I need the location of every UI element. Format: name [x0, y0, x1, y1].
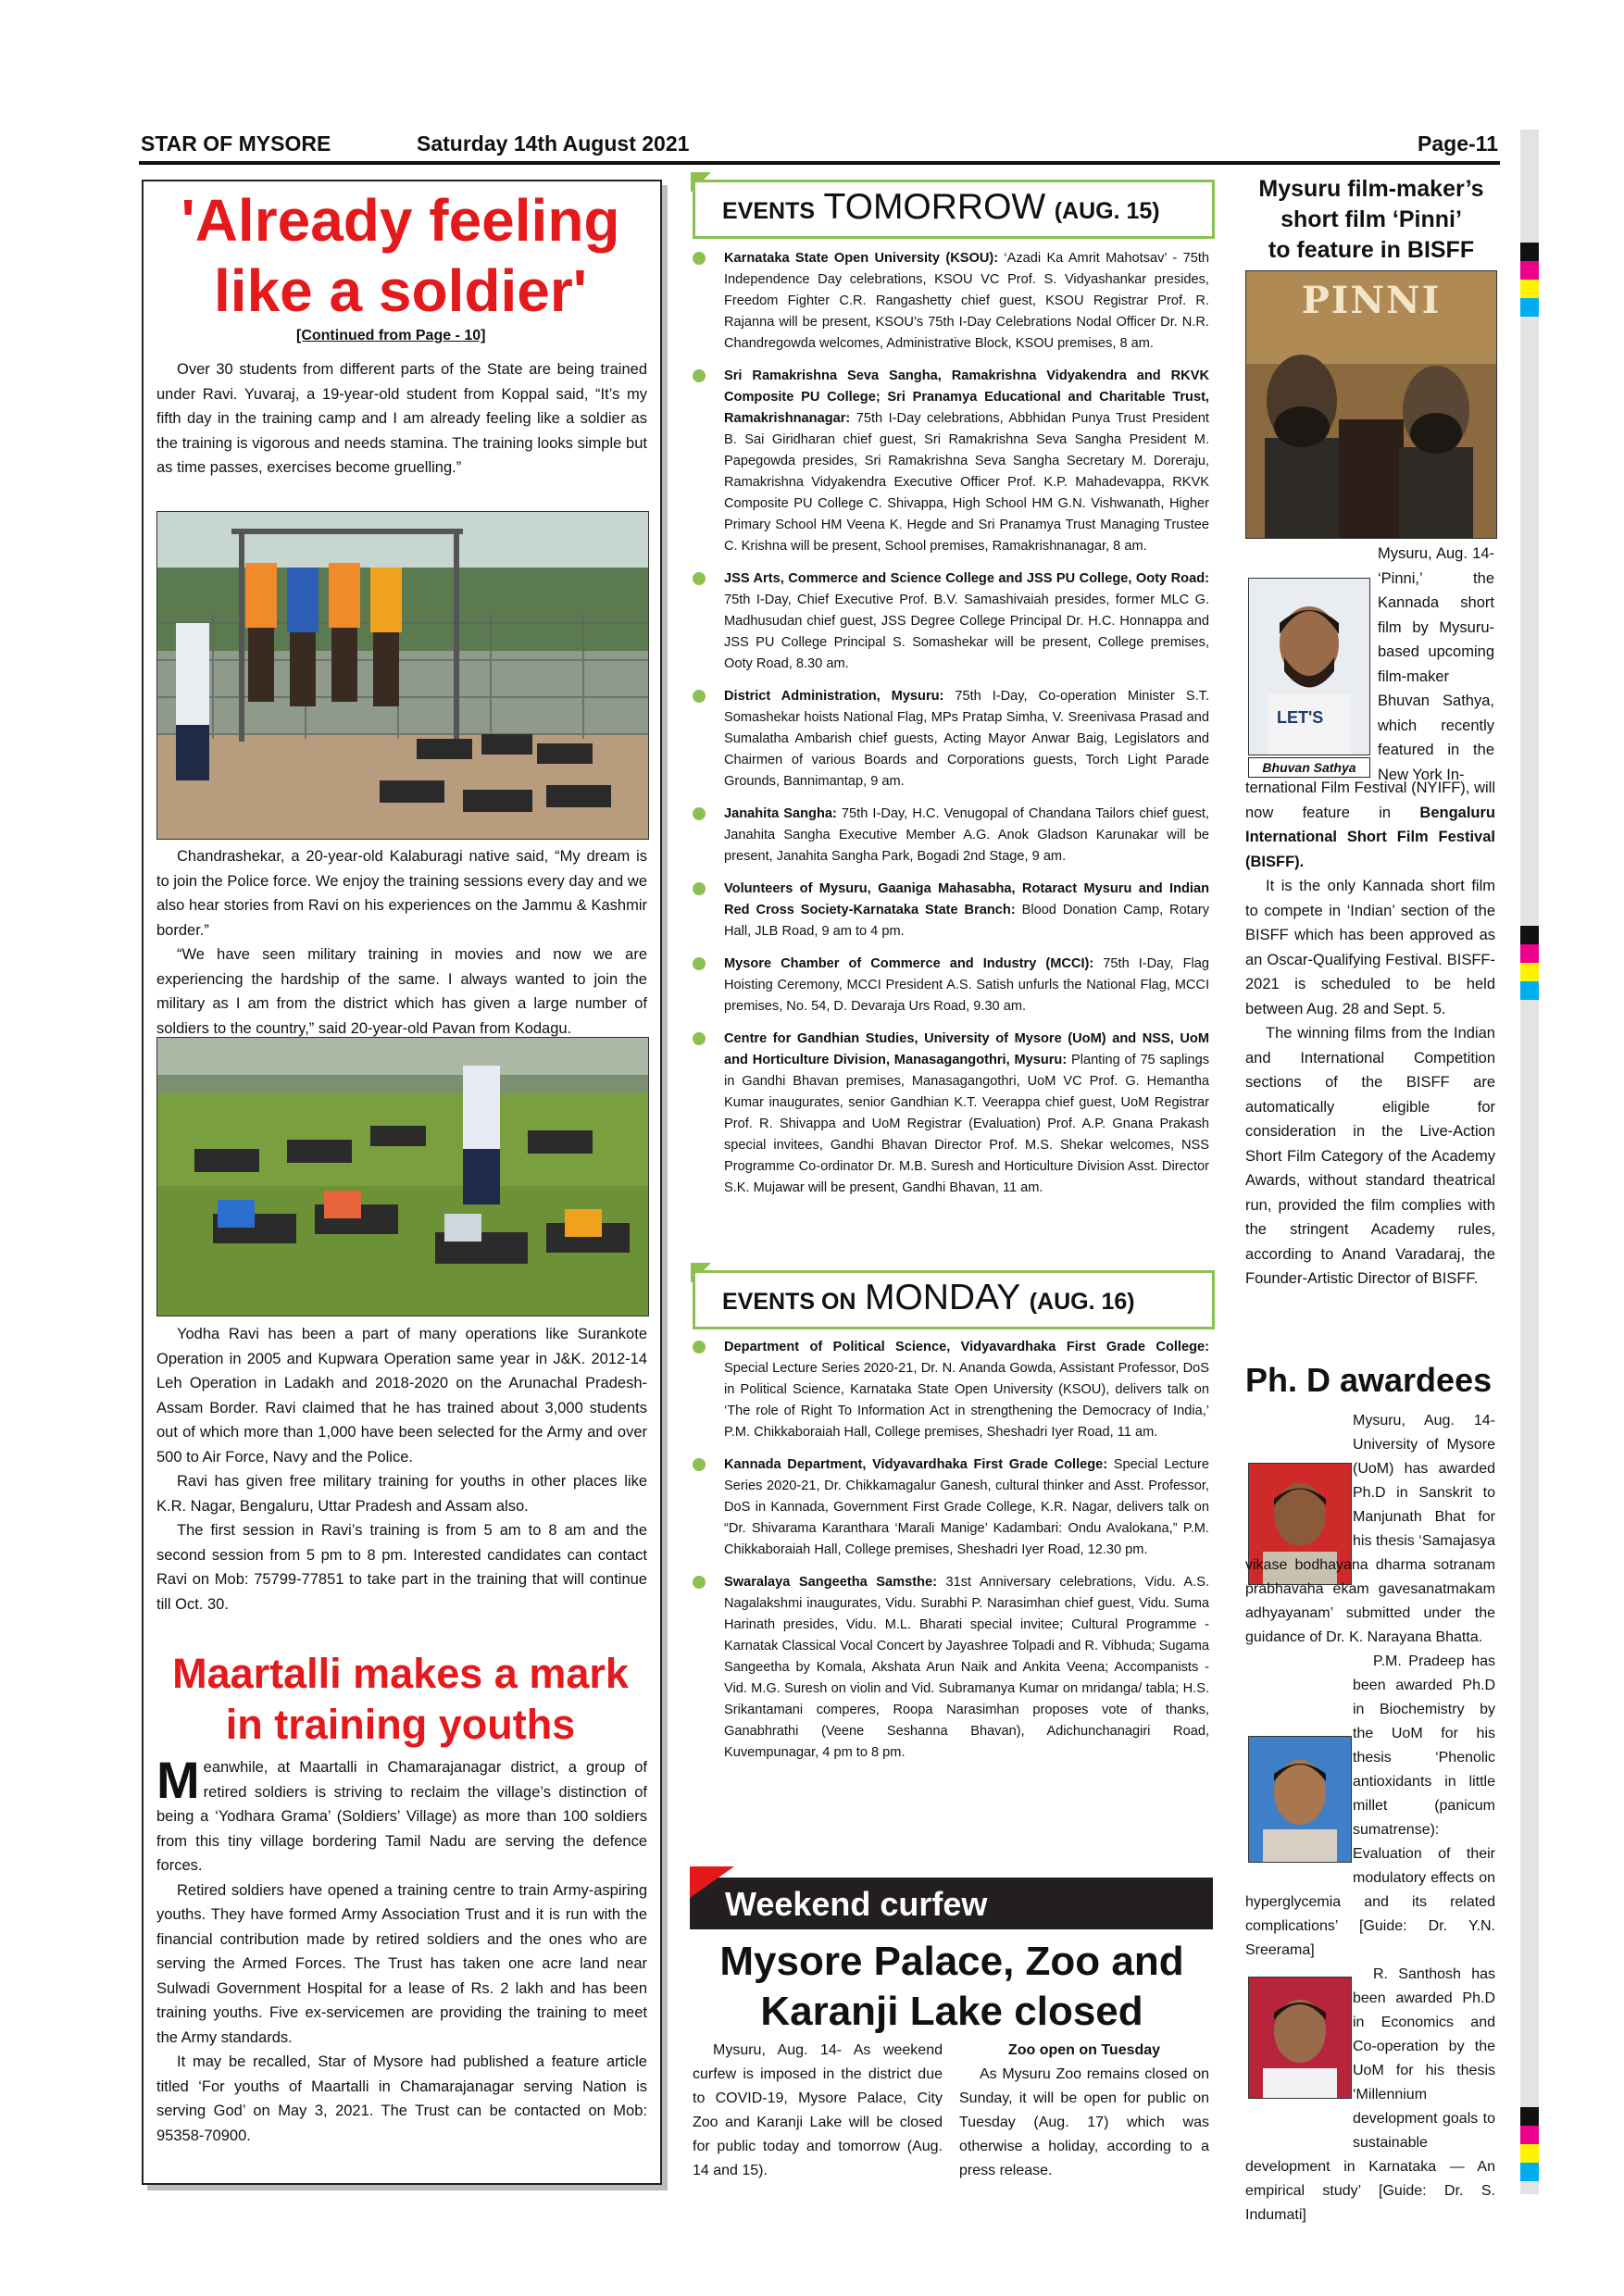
event-item — [693, 1029, 1209, 1199]
bullet-icon — [693, 690, 706, 703]
bullet-icon — [693, 1341, 706, 1354]
event-text: Centre for Gandhian Studies, University of Mysore (UoM) and NSS, UoM and Horticulture Division, Manasagangothri, Mysuru: Planting of 75 saplings in Gandhi Bhavan premises, Manasagangothri, UoM VC Prof. G. Hemantha Kumar inaugurates, senior Gandhian K.T. Veerappa chief guest, UoM Registrar Prof. R. Shivappa and UoM Registrar (Evaluation) Prof. A.P. Gnana Prakash special invitees, Gandhi Bhavan Director Prof. M.S. Shekar welcomes, NSS Programme Co-ordinator Dr. M.B. Suresh and Horticulture Division Asst. Director S.K. Mujawar will be present, Gandhi Bhavan, 11 am. — [724, 1031, 1209, 1195]
event-item — [693, 568, 1209, 675]
bullet-icon — [693, 1032, 706, 1045]
registration-mark — [1520, 963, 1539, 981]
header-rule — [139, 161, 1500, 165]
newspaper-name: STAR OF MYSORE — [141, 131, 331, 156]
drop-cap: M — [156, 1751, 200, 1809]
event-text: Karnataka State Open University (KSOU): ‘Azadi Ka Amrit Mahotsav’ - 75th Independence Day celebrations, KSOU VC Prof. S. Vidyashankar presides, Freedom Fighter C.R. Rangashetty chief guest, KSOU Registrar Prof. R. Rajanna will be present, KSOU’s 75th I-Day Celebrations Nodal Officer Dr. N.R. Chandregowda welcomes, Administrative Block, KSOU premises, 8 am. — [724, 251, 1209, 351]
article-body — [1245, 1409, 1495, 2227]
registration-mark — [1520, 2163, 1539, 2181]
registration-mark — [1520, 280, 1539, 298]
headline-line: Maartalli makes a mark — [172, 1650, 629, 1697]
event-item — [693, 804, 1209, 867]
headline-line: in training youths — [225, 1701, 576, 1748]
article-body — [156, 357, 647, 480]
event-item — [693, 248, 1209, 355]
paragraph — [1245, 1963, 1495, 2227]
print-margin-strip — [1520, 130, 1539, 2194]
paragraph: It may be recalled, Star of Mysore had published a feature article titled ‘For youths of Maartalli in Chamarajanagar serving Nation is serving God’ on May 3, 2021. The Trust can be contacted on Mob: 95358-70900. — [156, 2053, 647, 2144]
paragraph-text: P.M. Pradeep has been awarded Ph.D in Biochemistry by the UoM for his thesis ‘Phenolic antioxidants in little millet (panicum sumatrense): Evaluation of their modulatory effects on hyperglycemia and its related complications’ [Guide: Dr. Y.N. Sreerama] — [1245, 1653, 1495, 1958]
paragraph — [1245, 1650, 1495, 1963]
registration-mark — [1520, 298, 1539, 317]
event-text: Sri Ramakrishna Seva Sangha, Ramakrishna Vidyakendra and RKVK Composite PU College; Sri Pranamya Educational and Charitable Trust, Ramakrishnanagar: 75th I-Day celebrations, Abbhidan Punya Trust President B. Sai Giridharan chief guest, Sri Ramakrishna Seva Sangha President M. Papegowda presides, Sri Ramakrishna Seva Sangha Secretary M. Doreraju, Ramakrishna Vidyakendra Executive Officer Prof. K.P. Mahadevappa, RKVK Composite PU College C. Shivappa, High School HM G.N. Vishwanath, Higher Primary School HM Veena K. Hegde and Sri Pranamya Trust Managing Trustee C. Krishna will be present, School premises, Ramakrishnanagar, 8 am. — [724, 368, 1209, 554]
article-body — [156, 1322, 647, 1616]
article-headline — [148, 1648, 653, 1750]
training-photo — [156, 1037, 649, 1316]
bullet-icon — [693, 882, 706, 895]
paragraph-text: eanwhile, at Maartalli in Chamarajanagar district, a group of retired soldiers is striving to reclaim the village’s distinction of being a ‘Yodhara Grama’ (Soldiers’ Village) as more than 100 soldiers from this tiny village bordering Tamil Nadu are serving the defence forces. — [156, 1759, 647, 1874]
paragraph-text: Mysuru, Aug. 14- University of Mysore (UoM) has awarded Ph.D in Sanskrit to Manjunath Bhat for his thesis ‘Samajasya vikase bodhayana dharma sotranam prabhavaha ekam gavesanatmakam adhyayanam’ submitted under the guidance of Dr. K. Narayana Bhatta. — [1245, 1413, 1495, 1645]
paragraph: Mysuru, Aug. 14- As weekend curfew is imposed in the district due to COVID-19, Mysore Palace, City Zoo and Karanji Lake will be closed for public today and tomorrow (Aug. 14 and 15). — [693, 2042, 943, 2178]
event-text: Kannada Department, Vidyavardhaka First Grade College: Special Lecture Series 2020-21, Dr. Chikkamagalur Ganesh, cultural thinker and Asst. Professor, DoS in Kannada, Government First Grade College, K.R. Nagar, delivers talk on “Dr. Shivarama Karanthara ‘Marali Manige’ Kadambari: Ondu Avalokana,” P.M. Chikkaboraiah Hall, College premises, Sheshadri Iyer Road, 12.30 pm. — [724, 1457, 1209, 1557]
events-tomorrow-title — [722, 187, 1160, 228]
registration-mark — [1520, 2107, 1539, 2126]
headline-line: Karanji Lake closed — [760, 1989, 1143, 2034]
article-body — [156, 844, 647, 1041]
issue-date: Saturday 14th August 2021 — [417, 131, 690, 156]
article-headline — [148, 185, 653, 326]
event-item — [693, 366, 1209, 557]
registration-mark — [1520, 261, 1539, 280]
paragraph-part: ternational Film Festival (NYIFF), will now feature in Bengaluru International Short Film Festival (BISFF). — [1245, 780, 1495, 870]
event-text: Swaralaya Sangeetha Samsthe: 31st Anniversary celebrations, Vidu. A.S. Nagalakshmi inaugurates, Vidu. Surabhi P. Narasimhan chief guest, Vidu. Suma Harinath presides, Vidu. M.L. Bharati special invitee; Cultural Programme - Karnatak Classical Vocal Concert by Jayashree Tolpadi and R. Vibhuda; Sugama Sangeetha by Komala, Akshata Arun Naik and Ankita Veena; Accompanists - Vid. M.G. Suresh on violin and Vid. Subramanya Kumar on mridanga/ tabla; H.S. Srikantamani comperes, Roopa Narasimhan proposes vote of thanks, Ganabhrathi (Veene Seshanna Bhavan), Adichunchanagiri Road, Kuvempunagar, 4 pm to 8 pm. — [724, 1575, 1209, 1760]
registration-mark — [1520, 2126, 1539, 2144]
events-list — [693, 248, 1209, 1210]
weekend-curfew-bar — [690, 1878, 1213, 1929]
paragraph: Chandrashekar, a 20-year-old Kalaburagi native said, “My dream is to join the Police force. We enjoy the training sessions every day and we also hear stories from Ravi on his experiences on the Jammu & Kashmir border.” — [156, 848, 647, 939]
title-part: TOMORROW — [823, 187, 1046, 227]
title-part: EVENTS ON — [722, 1289, 856, 1315]
events-monday-title — [722, 1278, 1135, 1318]
paragraph — [156, 1751, 647, 1878]
title-part: (AUG. 16) — [1029, 1289, 1135, 1315]
article-body — [1245, 542, 1495, 1292]
bullet-icon — [693, 572, 706, 585]
event-text: Department of Political Science, Vidyavardhaka First Grade College: Special Lecture Series 2020-21, Dr. N. Ananda Gowda, Assistant Professor, DoS in Political Science, Karnataka State Open University (KSOU), delivers talk on ‘The role of Right To Information Act in strengthening the Democracy of India,’ P.M. Chikkaboraiah Hall, College premises, Sheshadri Iyer Road, 11 am. — [724, 1340, 1209, 1440]
headline-line: to feature in BISFF — [1268, 237, 1475, 263]
shirt-text: LET'S — [1277, 708, 1324, 727]
float-spacer — [1245, 1409, 1353, 1548]
event-text: Janahita Sangha: 75th I-Day, H.C. Venugopal of Chandana Tailors chief guest, Janahita Sangha Executive Member A.G. Anok Gladson Karunakar will be present, Janahita Sangha Park, Bogadi 2nd Stage, 9 am. — [724, 806, 1209, 864]
subheading: Zoo open on Tuesday — [1007, 2042, 1161, 2058]
event-item — [693, 1454, 1209, 1561]
event-text: Volunteers of Mysuru, Gaaniga Mahasabha, Rotaract Mysuru and Indian Red Cross Society-Karnataka State Branch: Blood Donation Camp, Rotary Hall, JLB Road, 9 am to 4 pm. — [724, 881, 1209, 939]
article-body — [959, 2039, 1209, 2183]
article-body — [693, 2039, 943, 2183]
paragraph: Retired soldiers have opened a training centre to train Army-aspiring youths. They have formed Army Association Trust and it is run with the financial contribution made by retired soldiers and the ones who are serving the Armed Forces. The Trust has taken one acre land near Sulwadi Government Hospital for a lease of Rs. 2 lakh and has been training youths. Five ex-servicemen are providing the training to meet the Army standards. — [156, 1881, 647, 2046]
event-text: JSS Arts, Commerce and Science College and JSS PU College, Ooty Road: 75th I-Day, Chief Executive Prof. B.V. Samashivaiah presides, former MLC G. Madhusudan chief guest, JSS Degree College Principal Dr. H.C. Honnappa and JSS PU College Principal S. Somashekar will be present, College premises, Ooty Road, 8.30 am. — [724, 571, 1209, 671]
float-spacer — [1245, 2011, 1353, 2150]
headline-line: short film ‘Pinni’ — [1280, 206, 1462, 232]
article-headline — [1237, 174, 1505, 266]
headline-line: like a soldier' — [214, 257, 587, 324]
title-part: MONDAY — [864, 1278, 1021, 1317]
bullet-icon — [693, 957, 706, 970]
headline-line: Mysore Palace, Zoo and — [719, 1939, 1184, 1984]
section-label: Weekend curfew — [725, 1885, 988, 1923]
registration-mark — [1520, 926, 1539, 944]
event-item — [693, 879, 1209, 942]
bullet-icon — [693, 369, 706, 382]
headline-line: 'Already feeling — [181, 187, 620, 254]
bullet-icon — [693, 807, 706, 820]
paragraph — [1245, 1409, 1495, 1650]
title-part: EVENTS — [722, 198, 816, 224]
bullet-icon — [693, 1458, 706, 1471]
paragraph: Ravi has given free military training for youths in other places like K.R. Nagar, Bengaluru, Uttar Pradesh and Assam also. — [156, 1473, 647, 1515]
registration-mark — [1520, 2144, 1539, 2163]
corner-accent — [690, 1866, 734, 1898]
event-text: District Administration, Mysuru: 75th I-Day, Co-operation Minister S.T. Somashekar hoists National Flag, MPs Pratap Simha, V. Sreenivasa Prasad and Sumalatha Ambarish chief guests, Acting Mayor Anwar Baig, Legislators and Chairmen of various Boards and Corporations guests, Torch Light Parade Grounds, Bannimantap, 9 am. — [724, 689, 1209, 789]
event-item — [693, 686, 1209, 792]
paragraph: The winning films from the Indian and International Competition sections of the BISFF are automatically eligible for consideration in the Live-Action Short Film Category of the Academy Awards, without standard theatrical run, provided the film complies with the stringent Academy rules, according to Anand Varadaraj, the Founder-Artistic Director of BISFF. — [1245, 1025, 1495, 1287]
section-headline: Ph. D awardees — [1245, 1361, 1493, 1399]
float-spacer — [1245, 1698, 1353, 1883]
event-item — [693, 1572, 1209, 1764]
paragraph: The first session in Ravi’s training is from 5 am to 8 am and the second session from 5 pm to 8 pm. Interested candidates can contact Ravi on Mob: 75799-77851 to take part in the training that will continue till Oct. 30. — [156, 1522, 647, 1613]
film-poster — [1245, 270, 1497, 539]
registration-mark — [1520, 981, 1539, 1000]
paragraph: Yodha Ravi has been a part of many operations like Surankote Operation in 2005 and Kupwara Operation same year in J&K. 2012-14 Leh Operation in Ladakh and 2018-2020 on the Arunachal Pradesh-Assam Border. Ravi claimed that he has trained about 3,000 students out of which more than 1,000 have been selected for the Army and over 500 to Air Force, Navy and the Police. — [156, 1326, 647, 1466]
title-part: (AUG. 15) — [1054, 198, 1160, 224]
events-list — [693, 1337, 1209, 1775]
page-number: Page-11 — [1418, 131, 1498, 156]
training-photo — [156, 511, 649, 840]
paragraph: It is the only Kannada short film to compete in ‘Indian’ section of the BISFF which has been approved as an Oscar-Qualifying Festival. BISFF-2021 is scheduled to be held between Aug. 28 and Sept. 5. — [1245, 878, 1495, 1017]
paragraph-text: R. Santhosh has been awarded Ph.D in Economics and Co-operation by the UoM for his thesis ‘Millennium development goals to sustainable development in Karnataka — An empirical study’ [Guide: Dr. S. Indumati] — [1245, 1966, 1495, 2223]
headline-line: Mysuru film-maker’s — [1258, 176, 1484, 202]
bullet-icon — [693, 252, 706, 265]
article-headline — [687, 1937, 1217, 2037]
registration-mark — [1520, 944, 1539, 963]
bullet-icon — [693, 1576, 706, 1589]
article-body — [156, 1751, 647, 2148]
poster-title: PINNI — [1301, 279, 1442, 322]
paragraph: As Mysuru Zoo remains closed on Sunday, it will be open for public on Tuesday (Aug. 17) which was otherwise a holiday, according to a press release. — [959, 2066, 1209, 2178]
spacer — [1245, 542, 1495, 787]
continued-note: [Continued from Page - 10] — [296, 328, 486, 343]
event-item — [693, 954, 1209, 1017]
event-item — [693, 1337, 1209, 1443]
paragraph-part: Mysuru, Aug. 14- ‘Pinni,’ the Kannada short film by Mysuru-based upcoming film-maker Bhuvan Sathya, which recently featured in the New York In- — [1378, 545, 1494, 783]
paragraph: “We have seen military training in movies and now we are experiencing the hardship of the same. I always wanted to join the military as I am from the district which has given a large number of soldiers to the country,” said 20-year-old Pavan from Kodagu. — [156, 946, 647, 1037]
paragraph: Over 30 students from different parts of the State are being trained under Ravi. Yuvaraj, a 19-year-old student from Koppal said, “It’s my fifth day in the training camp and I am already feeling like a soldier as the training is vigorous and needs stamina. The training looks simple but as time passes, exercises become gruelling.” — [156, 361, 647, 476]
photo-caption: Bhuvan Sathya — [1248, 757, 1370, 778]
registration-mark — [1520, 243, 1539, 261]
event-text: Mysore Chamber of Commerce and Industry (MCCI): 75th I-Day, Flag Hoisting Ceremony, MCCI President A.S. Satish unfurls the National Flag, MCCI premises, No. 54, D. Devaraja Urs Road, 9.30 am. — [724, 956, 1210, 1014]
